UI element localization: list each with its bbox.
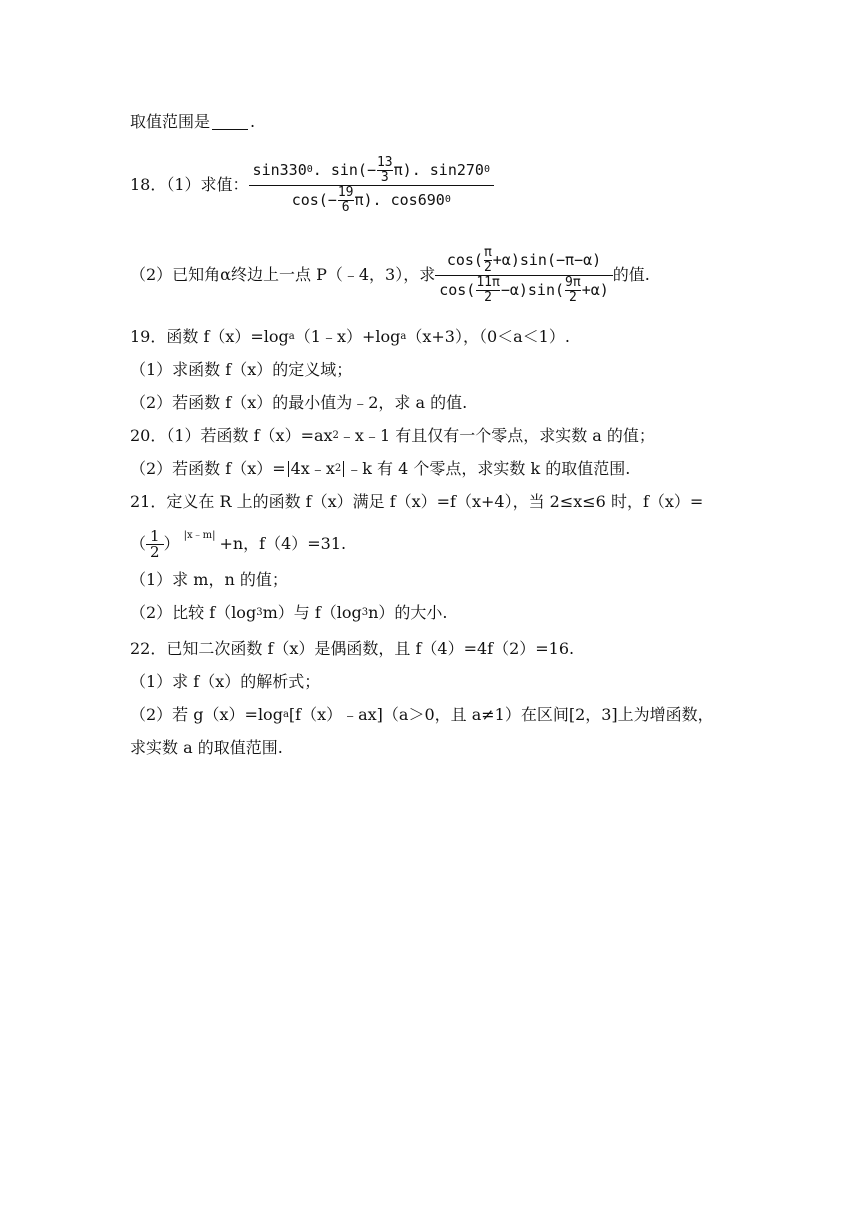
q18-denominator: cos(− 19 6 π). cos690 0	[291, 184, 451, 215]
q22-part1: （1）求 f（x）的解析式；	[130, 672, 321, 691]
q19-part2: （2）若函数 f（x）的最小值为﹣2，求 a 的值.	[130, 393, 468, 412]
q21-part1: （1）求 m，n 的值；	[130, 570, 288, 589]
q21-stem-line2: （ $\frac{1}{2}$ ） |x﹣m| +n，f（4）=31.	[130, 526, 347, 561]
abs-bar-right	[343, 461, 344, 477]
answer-blank	[212, 114, 248, 130]
q21-stem-line1: 21．定义在 R 上的函数 f（x）满足 f（x）=f（x+4），当 2≤x≤6 时，f（x）=	[130, 492, 704, 511]
q19-stem: 19．函数 f（x）=log a （1﹣x）+log a （x+3），（0＜a＜1）.	[130, 327, 570, 346]
q22-stem: 22．已知二次函数 f（x）是偶函数，且 f（4）=4f（2）=16.	[130, 639, 575, 658]
q18-fraction	[249, 156, 494, 215]
q20-part2: （2）若函数 f（x）= 4x﹣x 2 ﹣k 有 4 个零点，求实数 k 的取值范围.	[130, 459, 631, 478]
q21-part2: （2）比较 f（log 3 m）与 f（log 3 n）的大小.	[130, 603, 448, 622]
q20-part1: 20．（1）若函数 f（x）=ax 2 ﹣x﹣1 有且仅有一个零点，求实数 a 的值；	[130, 426, 655, 445]
q22-part2: （2）若 g（x）=log a [f（x）﹣ax]（a＞0，且 a≠1）在区间[2，3]上为增函数，	[130, 705, 714, 724]
q22-part2-cont: 求实数 a 的取值范围.	[130, 738, 283, 757]
q18-part2: （2）已知角α终边上一点 P（﹣4，3），求 cos( π 2 +α)sin(−π−α) cos( 11π 2 −α)sin( 9π 2 +α) 的值.	[130, 244, 650, 305]
q18-part2-fraction: cos( π 2 +α)sin(−π−α) cos( 11π 2 −α)sin( 9π 2 +α)	[435, 246, 613, 305]
q17-tail: 取值范围是 .	[130, 112, 256, 131]
q18-part1: 18．（1）求值： sin330 0 . sin(− 13 3 π). sin270 0 cos(− 19 6 π). cos690 0	[130, 145, 494, 225]
q18-numerator: sin330 0 . sin(− 13 3 π). sin270 0	[252, 154, 490, 185]
abs-bar-left	[288, 461, 289, 477]
q19-part1: （1）求函数 f（x）的定义域；	[130, 360, 353, 379]
